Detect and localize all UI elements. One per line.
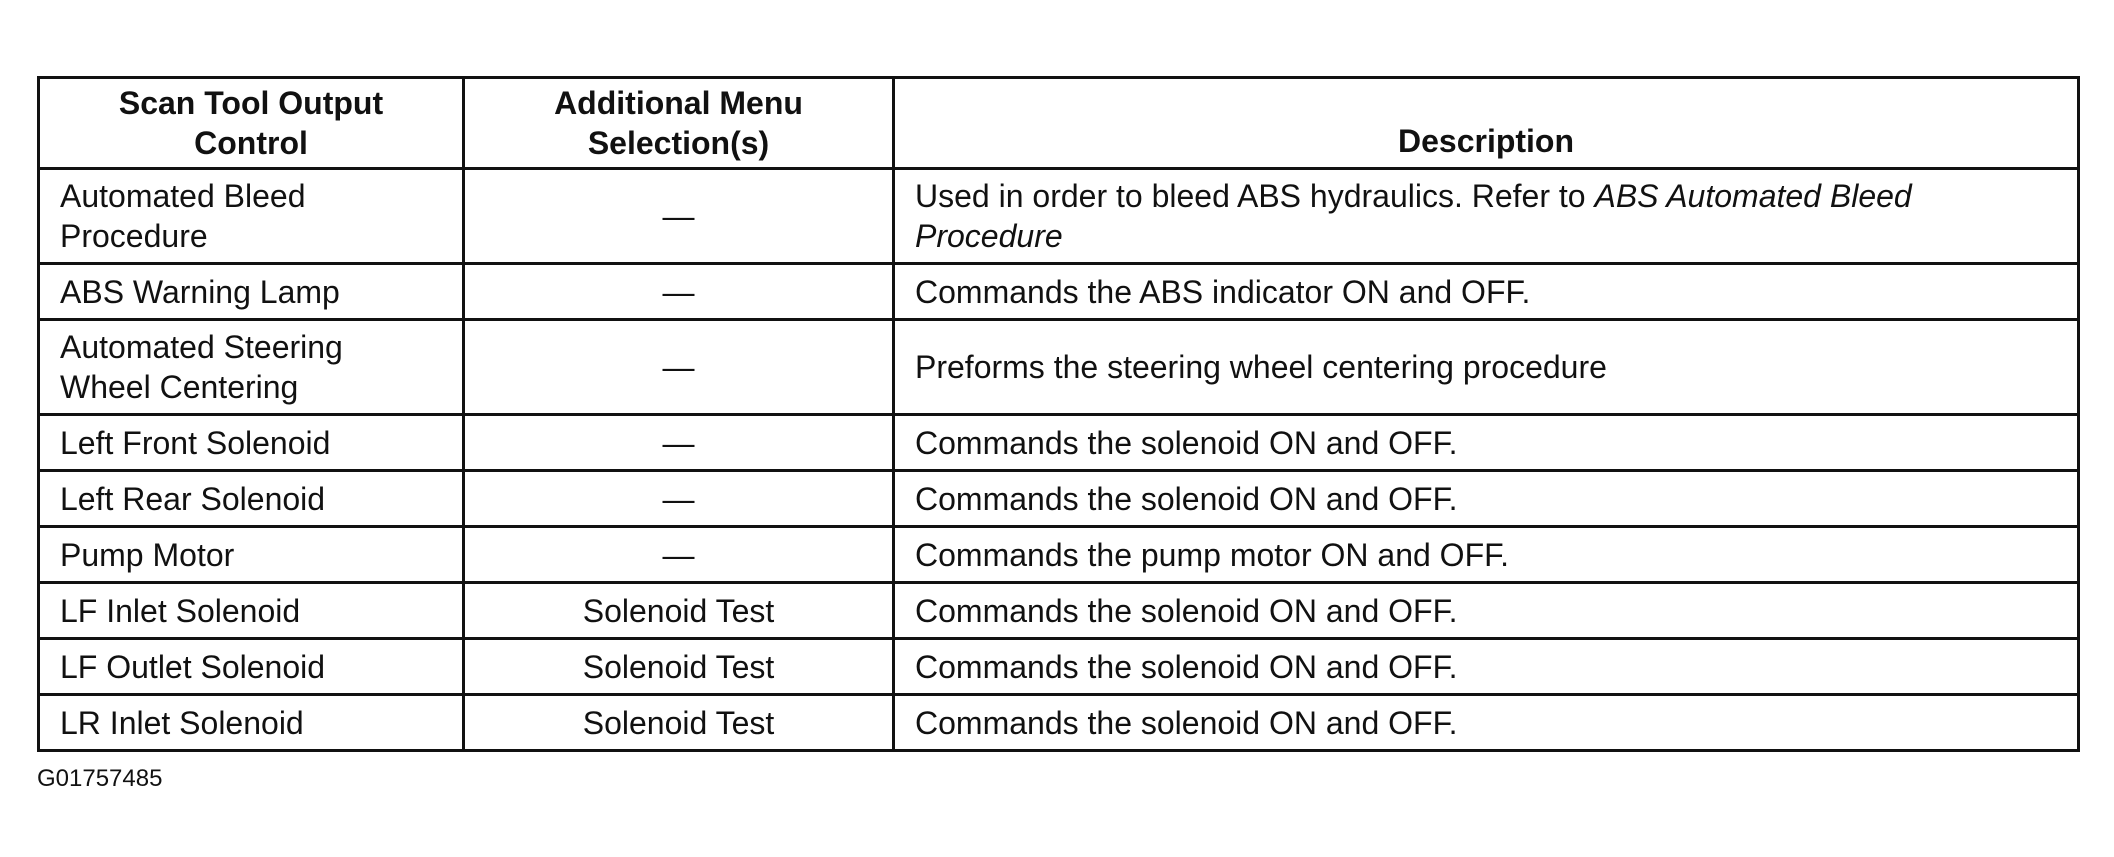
table-row bbox=[39, 471, 2079, 527]
menu-cell: — bbox=[464, 527, 894, 583]
table-row bbox=[39, 639, 2079, 695]
description-cell: Preforms the steering wheel centering procedure bbox=[894, 320, 2079, 415]
table-row bbox=[39, 264, 2079, 320]
description-cell: Commands the pump motor ON and OFF. bbox=[894, 527, 2079, 583]
table-row bbox=[39, 320, 2079, 415]
description-cell: Commands the solenoid ON and OFF. bbox=[894, 415, 2079, 471]
description-cell: Commands the solenoid ON and OFF. bbox=[894, 639, 2079, 695]
menu-cell: Solenoid Test bbox=[464, 639, 894, 695]
menu-cell: — bbox=[464, 169, 894, 264]
description-cell: Commands the solenoid ON and OFF. bbox=[894, 471, 2079, 527]
menu-cell: — bbox=[464, 415, 894, 471]
control-cell: Left Rear Solenoid bbox=[39, 471, 464, 527]
control-cell: LF Inlet Solenoid bbox=[39, 583, 464, 639]
control-cell: LR Inlet Solenoid bbox=[39, 695, 464, 751]
control-cell: Pump Motor bbox=[39, 527, 464, 583]
procedure-reference: ABS Automated Bleed Procedure bbox=[915, 178, 1912, 254]
table-row bbox=[39, 695, 2079, 751]
control-cell: LF Outlet Solenoid bbox=[39, 639, 464, 695]
menu-cell: — bbox=[464, 471, 894, 527]
header-description: Description bbox=[894, 78, 2079, 169]
menu-cell: Solenoid Test bbox=[464, 695, 894, 751]
menu-cell: Solenoid Test bbox=[464, 583, 894, 639]
header-menu: Additional Menu Selection(s) bbox=[464, 78, 894, 169]
table-row bbox=[39, 583, 2079, 639]
figure-id: G01757485 bbox=[37, 765, 163, 792]
control-cell: Left Front Solenoid bbox=[39, 415, 464, 471]
table-row bbox=[39, 527, 2079, 583]
menu-cell: — bbox=[464, 264, 894, 320]
menu-cell: — bbox=[464, 320, 894, 415]
header-row bbox=[39, 78, 2079, 169]
scan-tool-output-control-table bbox=[37, 76, 2080, 752]
description-cell bbox=[894, 169, 2079, 264]
table-row bbox=[39, 415, 2079, 471]
control-cell: ABS Warning Lamp bbox=[39, 264, 464, 320]
description-cell: Commands the solenoid ON and OFF. bbox=[894, 695, 2079, 751]
description-cell: Commands the solenoid ON and OFF. bbox=[894, 583, 2079, 639]
description-text: Used in order to bleed ABS hydraulics. Refer to bbox=[915, 178, 1595, 214]
control-cell: Automated Steering Wheel Centering bbox=[39, 320, 464, 415]
description-cell: Commands the ABS indicator ON and OFF. bbox=[894, 264, 2079, 320]
header-control: Scan Tool Output Control bbox=[39, 78, 464, 169]
control-cell: Automated Bleed Procedure bbox=[39, 169, 464, 264]
table-row bbox=[39, 169, 2079, 264]
